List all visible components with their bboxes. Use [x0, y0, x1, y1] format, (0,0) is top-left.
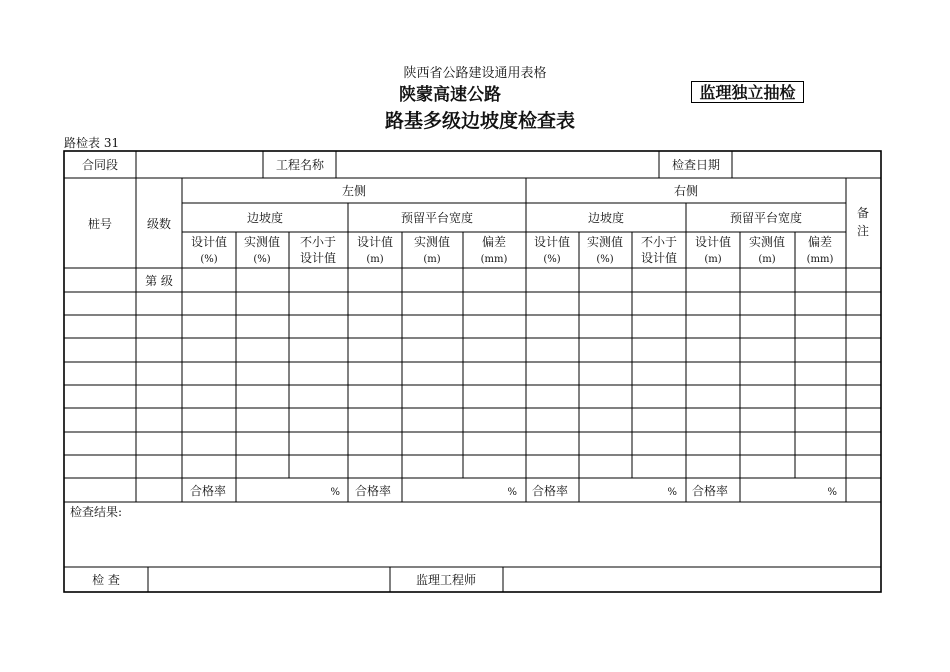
right-slope-measured-header: 实测值	[586, 235, 624, 249]
engineer-label: 监理工程师	[415, 573, 477, 587]
remark-header-line-1: 备	[856, 206, 870, 220]
pass-rate-pct-1: %	[330, 487, 340, 498]
pass-rate-label-1: 合格率	[190, 484, 227, 498]
left-platform-measured-header: 实测值	[413, 235, 451, 249]
right-platform-deviation-unit: (mm)	[806, 254, 834, 265]
pass-rate-pct-4: %	[827, 487, 837, 498]
right-side-header: 右侧	[673, 184, 699, 198]
left-slope-design-unit: (%)	[200, 254, 218, 265]
right-slope-design-header: 设计值	[533, 235, 571, 249]
inspection-date-label: 检查日期	[671, 158, 721, 172]
remark-header	[857, 206, 869, 238]
result-label: 检查结果:	[70, 505, 123, 519]
left-slope-measured-unit: (%)	[253, 254, 271, 265]
left-platform-deviation-unit: (mm)	[480, 254, 508, 265]
left-platform-notless-sub: 设计值	[299, 251, 337, 265]
right-platform-design-header: 设计值	[694, 235, 732, 249]
right-platform-header: 预留平台宽度	[729, 211, 803, 225]
left-slope-design-header: 设计值	[190, 235, 228, 249]
left-slope-measured-header: 实测值	[243, 235, 281, 249]
right-platform-deviation-header: 偏差	[807, 235, 833, 249]
inspect-label: 检 查	[92, 573, 120, 587]
right-platform-notless-header: 不小于	[640, 235, 678, 249]
section-label: 合同段	[81, 158, 119, 172]
supervision-stamp: 监理独立抽检	[691, 81, 804, 103]
first-row-level: 第 级	[145, 274, 173, 288]
pass-rate-label-3: 合格率	[532, 484, 569, 498]
pass-rate-pct-2: %	[507, 487, 517, 498]
left-slope-header: 边坡度	[246, 211, 284, 225]
publisher-text: 陕西省公路建设通用表格	[403, 66, 547, 81]
form-code: 路检表 31	[64, 136, 120, 150]
form-title: 路基多级边坡度检查表	[384, 110, 575, 132]
pass-rate-label-2: 合格率	[355, 484, 392, 498]
left-platform-notless-header: 不小于	[299, 235, 337, 249]
right-platform-measured-header: 实测值	[748, 235, 786, 249]
project-title: 陕蒙高速公路	[399, 85, 501, 105]
project-name-label: 工程名称	[275, 158, 325, 172]
pass-rate-label-4: 合格率	[692, 484, 729, 498]
right-platform-notless-sub: 设计值	[640, 251, 678, 265]
pile-header: 桩号	[87, 217, 113, 231]
right-platform-measured-unit: (m)	[758, 254, 776, 265]
right-platform-design-unit: (m)	[704, 254, 722, 265]
pass-rate-pct-3: %	[667, 487, 677, 498]
remark-header-line-2: 注	[856, 224, 870, 238]
left-platform-header: 预留平台宽度	[400, 211, 474, 225]
right-slope-design-unit: (%)	[543, 254, 561, 265]
left-platform-measured-unit: (m)	[423, 254, 441, 265]
left-platform-design-unit: (m)	[366, 254, 384, 265]
right-slope-measured-unit: (%)	[596, 254, 614, 265]
level-header: 级数	[146, 217, 172, 231]
right-slope-header: 边坡度	[587, 211, 625, 225]
left-platform-deviation-header: 偏差	[481, 235, 507, 249]
left-platform-design-header: 设计值	[356, 235, 394, 249]
left-side-header: 左侧	[341, 184, 367, 198]
